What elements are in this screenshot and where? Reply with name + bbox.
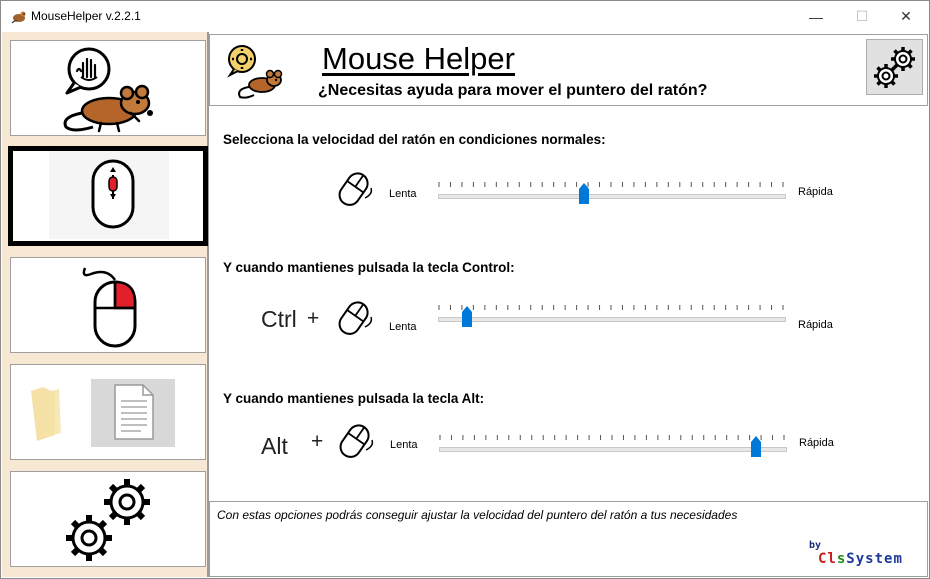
maximize-button[interactable] [839,1,885,32]
sidebar [2,32,209,577]
gears-icon [11,472,206,567]
slow-label: Lenta [389,188,417,200]
mouse-gear-bubble-icon [224,41,286,101]
fast-label: Rápida [798,319,833,331]
maximize-icon: ☐ [855,8,869,24]
mouse-outline-icon [333,168,377,212]
slider-ticks [439,435,787,441]
section-label-control: Y cuando mantienes pulsada la tecla Control: [223,260,515,275]
speed-slider-alt[interactable] [439,435,787,465]
slider-ticks [438,305,786,311]
minimize-button[interactable] [793,1,839,32]
slider-track [438,317,786,322]
mouse-outline-icon [333,297,377,341]
plus-sign: + [307,307,320,330]
fast-label: Rápida [799,437,834,449]
close-icon: ✕ [900,8,912,24]
header [209,34,928,106]
brand-part-2: s [836,551,847,567]
close-button[interactable] [883,1,929,32]
mouse-scroll-wheel-icon [13,151,203,241]
plus-sign: + [311,430,324,453]
section-label-alt: Y cuando mantienes pulsada la tecla Alt: [223,391,485,406]
footer-description: Con estas opciones podrás conseguir ajustar la velocidad del puntero del ratón a tus necesidades [217,508,738,522]
ctrl-key-label: Ctrl [261,306,297,332]
by-label: by [809,540,822,551]
slider-track [439,447,787,452]
alt-key-label: Alt [261,433,288,459]
mouse-waving-hand-icon [11,41,206,136]
folder-document-icon [11,365,206,460]
slider-track [438,194,786,199]
sidebar-item-speed[interactable] [8,146,208,246]
page-subtitle: ¿Necesitas ayuda para mover el puntero del ratón? [318,82,708,99]
brand-logo[interactable] [818,551,903,567]
slider-thumb[interactable] [462,306,472,327]
speed-settings-panel [209,107,928,501]
sidebar-item-files[interactable] [10,364,206,460]
sidebar-item-settings[interactable] [10,471,206,567]
mouse-right-button-icon [11,258,206,353]
mouse-outline-icon [334,420,378,464]
app-mouse-icon [10,7,28,25]
brand-part-3: System [846,551,903,567]
footer-info [209,501,928,577]
window-title: MouseHelper v.2.2.1 [31,9,141,23]
fast-label: Rápida [798,186,833,198]
sidebar-item-home[interactable] [10,40,206,136]
slow-label: Lenta [390,439,418,451]
slider-thumb[interactable] [579,183,589,204]
slider-ticks [438,182,786,188]
minimize-icon: — [809,8,823,25]
slider-thumb[interactable] [751,436,761,457]
settings-button[interactable] [866,39,923,95]
gears-icon [870,42,920,92]
speed-slider-control[interactable] [438,305,786,335]
page-title: Mouse Helper [322,41,515,76]
slow-label: Lenta [389,321,417,333]
section-label-normal: Selecciona la velocidad del ratón en condiciones normales: [223,132,606,147]
title-bar [1,1,929,32]
speed-slider-normal[interactable] [438,182,786,212]
brand-part-1: Cl [818,551,837,567]
sidebar-item-buttons[interactable] [10,257,206,353]
